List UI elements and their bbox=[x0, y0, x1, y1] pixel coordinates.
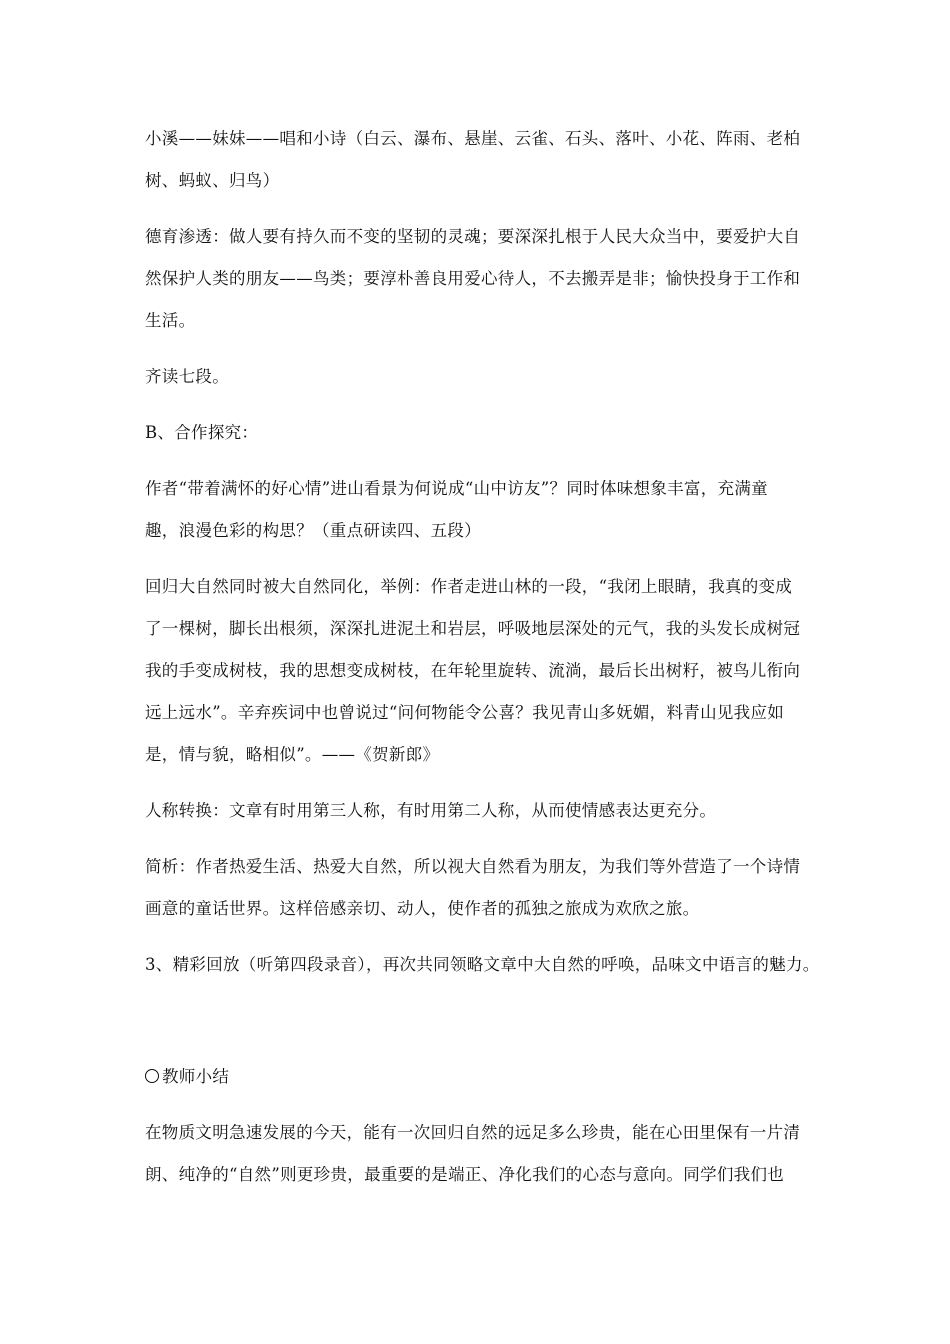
heading-text: 教师小结 bbox=[162, 1067, 230, 1086]
text-line: 远上远水”。辛弃疾词中也曾说过“问何物能令公喜？我见青山多妩媚，料青山见我应如 bbox=[145, 703, 785, 722]
text-line: 在物质文明急速发展的今天，能有一次回归自然的远足多么珍贵，能在心田里保有一片清 bbox=[145, 1123, 801, 1142]
text-line: 作者“带着满怀的好心情”进山看景为何说成“山中访友”？同时体味想象丰富，充满童 bbox=[145, 479, 768, 498]
paragraph-brief-analysis bbox=[145, 846, 825, 930]
text-line: 小溪——妹妹——唱和小诗（白云、瀑布、悬崖、云雀、石头、落叶、小花、阵雨、老柏 bbox=[145, 129, 801, 148]
text-line: 3、精彩回放（听第四段录音），再次共同领略文章中大自然的呼唤，品味文中语言的魅力。 bbox=[145, 955, 820, 974]
text-line: 朗、纯净的“自然”则更珍贵，最重要的是端正、净化我们的心态与意向。同学们我们也 bbox=[145, 1165, 785, 1184]
text-line: 生活。 bbox=[145, 311, 196, 330]
text-line: 趣，浪漫色彩的构思？（重点研读四、五段） bbox=[145, 521, 481, 540]
text-line: 齐读七段。 bbox=[145, 367, 229, 386]
text-line: 人称转换：文章有时用第三人称，有时用第二人称，从而使情感表达更充分。 bbox=[145, 801, 717, 820]
paragraph-wonderful-replay bbox=[145, 944, 845, 986]
paragraph-teacher-summary bbox=[145, 1112, 825, 1196]
section-heading-teacher-summary bbox=[145, 1056, 825, 1098]
paragraph-person-shift bbox=[145, 790, 825, 832]
text-line: 了一棵树，脚长出根须，深深扎进泥土和岩层，呼吸地层深处的元气，我的头发长成树冠 bbox=[145, 619, 801, 638]
heading-line bbox=[145, 1056, 825, 1098]
text-line: 树、蚂蚁、归鸟） bbox=[145, 171, 280, 190]
paragraph-cooperative-inquiry bbox=[145, 412, 825, 454]
text-line: B、合作探究： bbox=[145, 423, 259, 442]
text-line: 回归大自然同时被大自然同化，举例：作者走进山林的一段，“我闭上眼睛，我真的变成 bbox=[145, 577, 793, 596]
paragraph-return-nature bbox=[145, 566, 825, 776]
paragraph-read-seven bbox=[145, 356, 825, 398]
text-line: 然保护人类的朋友——鸟类；要淳朴善良用爱心待人，不去搬弄是非；愉快投身于工作和 bbox=[145, 269, 801, 288]
text-line: 简析：作者热爱生活、热爱大自然，所以视大自然看为朋友，为我们等外营造了一个诗情 bbox=[145, 857, 801, 876]
text-line: 我的手变成树枝，我的思想变成树枝，在年轮里旋转、流淌，最后长出树籽，被鸟儿衔向 bbox=[145, 661, 801, 680]
text-line: 德育渗透：做人要有持久而不变的坚韧的灵魂；要深深扎根于人民大众当中，要爱护大自 bbox=[145, 227, 801, 246]
paragraph-moral-education bbox=[145, 216, 825, 342]
text-line: 是，情与貌，略相似”。——《贺新郎》 bbox=[145, 745, 440, 764]
paragraph-creek bbox=[145, 118, 825, 202]
text-line: 画意的童话世界。这样倍感亲切、动人，使作者的孤独之旅成为欢欣之旅。 bbox=[145, 899, 700, 918]
paragraph-author-question bbox=[145, 468, 825, 552]
circle-bullet-icon bbox=[145, 1069, 159, 1083]
